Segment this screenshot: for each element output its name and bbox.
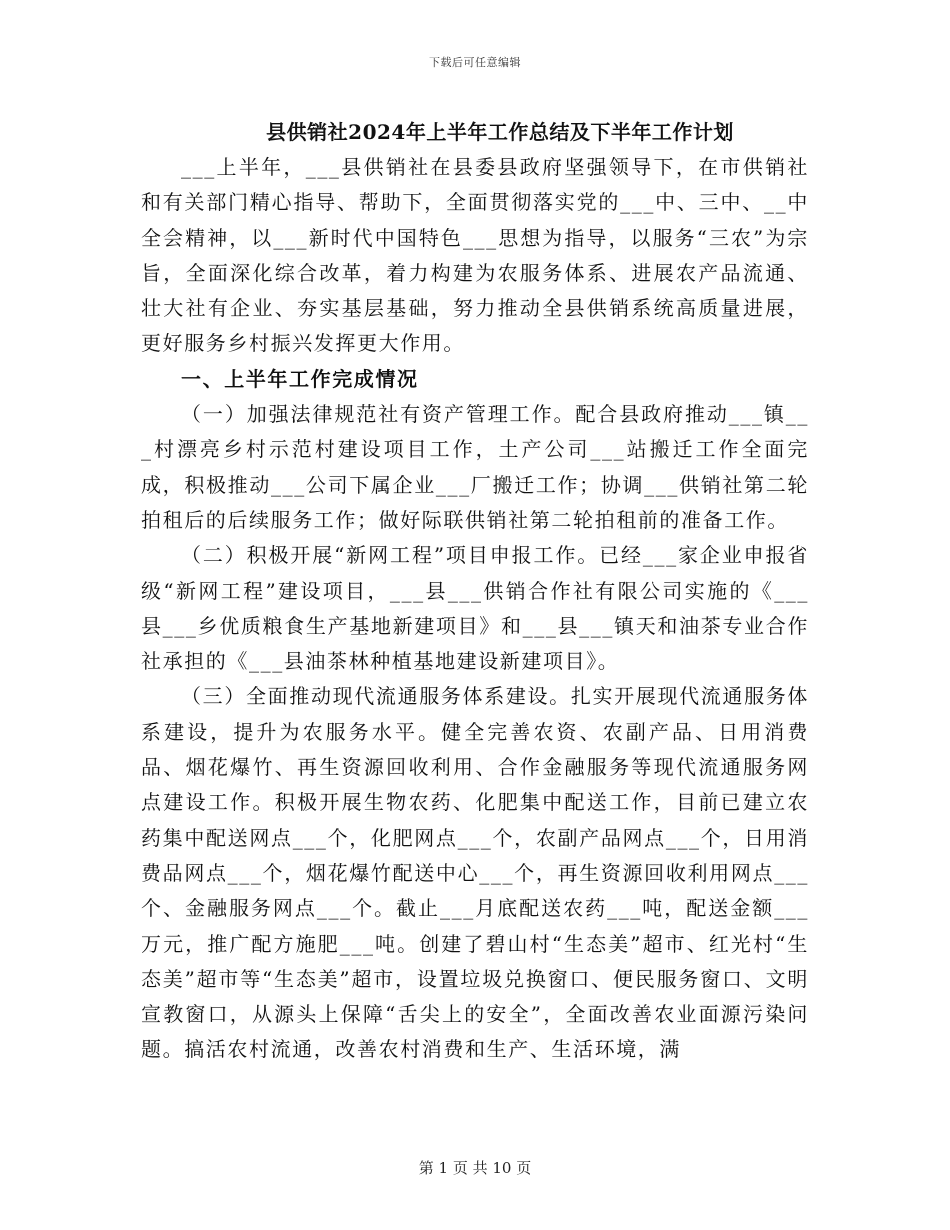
section-heading: 一、上半年工作完成情况 bbox=[181, 366, 419, 391]
document-title: 县供销社2024年上半年工作总结及下半年工作计划 bbox=[266, 120, 734, 144]
item-paragraph-3: （三）全面推动现代流通服务体系建设。扎实开展现代流通服务体系建设，提升为农服务水平。健全完善农资、农副产品、日用消费品、烟花爆竹、再生资源回收利用、合作金融服务等现代流通服务网点建设工作。积极开展生物农药、化肥集中配送工作，目前已建立农药集中配送网点___个，化肥网点___个，农副产品网点___个，日用消费品网点___个，烟花爆竹配送中心___个，再生资源回收利用网点___个、金融服务网点___个。截止___月底配送农药___吨，配送金额___万元，推广配方施肥___吨。创建了碧山村“生态美”超市、红光村“生态美”超市等“生态美”超市，设置垃圾兑换窗口、便民服务窗口、文明宣教窗口，从源头上保障“舌尖上的安全”，全面改善农业面源污染问题。搞活农村流通，改善农村消费和生产、生活环境，满 bbox=[141, 684, 809, 1062]
header-note: 下载后可任意编辑 bbox=[429, 56, 521, 69]
intro-paragraph: ___上半年，___县供销社在县委县政府坚强领导下，在市供销社和有关部门精心指导、帮助下，全面贯彻落实党的___中、三中、__中全会精神，以___新时代中国特色___思想为指导，以服务“三农”为宗旨，全面深化综合改革，着力构建为农服务体系、进展农产品流通、壮大社有企业、夯实基层基础，努力推动全县供销系统高质量进展，更好服务乡村振兴发挥更大作用。 bbox=[141, 155, 809, 356]
document-body bbox=[141, 150, 809, 1068]
item-paragraph-1: （一）加强法律规范社有资产管理工作。配合县政府推动___镇___村漂亮乡村示范村建设项目工作，土产公司___站搬迁工作全面完成，积极推动___公司下属企业___厂搬迁工作；协调___供销社第二轮拍租后的后续服务工作；做好际联供销社第二轮拍租前的准备工作。 bbox=[141, 402, 809, 532]
page-number-footer: 第 1 页 共 10 页 bbox=[418, 1159, 532, 1177]
item-paragraph-2: （二）积极开展“新网工程”项目申报工作。已经___家企业申报省级“新网工程”建设项目，___县___供销合作社有限公司实施的《___县___乡优质粮食生产基地新建项目》和___县___镇天和油茶专业合作社承担的《___县油茶林种植基地建设新建项目》。 bbox=[141, 543, 809, 674]
